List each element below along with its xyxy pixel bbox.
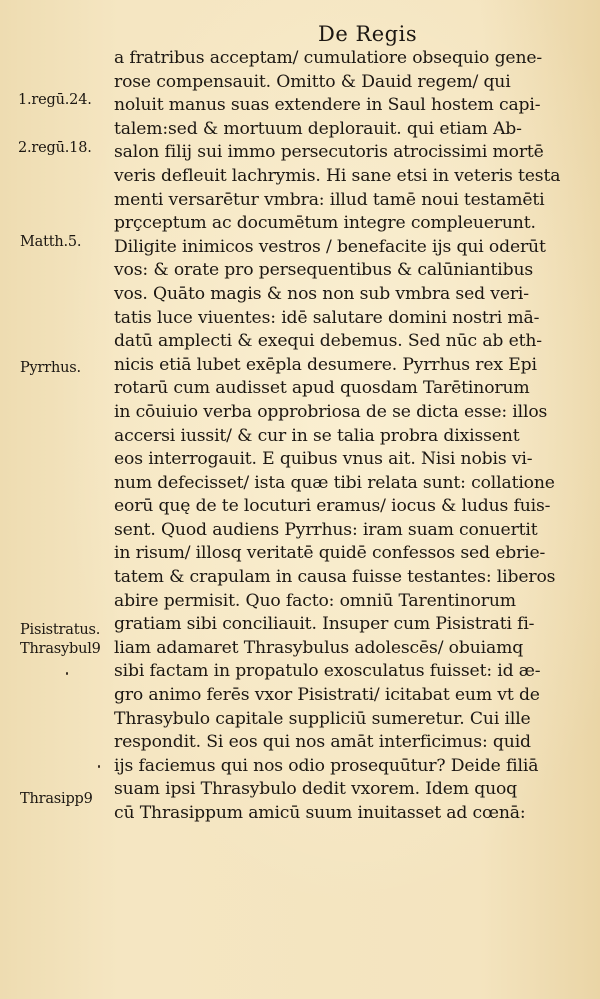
- text-line: datū amplecti & exequi debemus. Sed nūc ab eth-: [114, 331, 542, 352]
- running-head: De Regis: [318, 22, 418, 46]
- text-line: salon filij sui immo persecutoris atrocissimi mortē: [114, 142, 544, 163]
- text-line: ijs faciemus qui nos odio prosequūtur? Deide filiā: [114, 755, 539, 776]
- text-line: num defecisset/ ista quæ tibi relata sunt: collatione: [114, 472, 555, 493]
- text-line: tatem & crapulam in causa fuisse testantes: liberos: [114, 567, 556, 588]
- text-line: eorū quę de te locuturi eramus/ iocus & ludus fuis-: [114, 496, 551, 517]
- margin-note-pyrrhus: Pyrrhus.: [20, 360, 81, 376]
- text-line: in cōuiuio verba opprobriosa de se dicta esse: illos: [114, 401, 548, 422]
- text-line: cū Thrasippum amicū suum inuitasset ad cœnā:: [114, 803, 526, 823]
- ink-speck: [98, 765, 100, 768]
- text-line: sent. Quod audiens Pyrrhus: iram suam conuertit: [114, 519, 538, 540]
- text-line: Diligite inimicos vestros / benefacite ijs qui oderūt: [114, 236, 546, 257]
- text-line: in risum/ illosq veritatē quidē confessos sed ebrie-: [114, 543, 546, 564]
- text-line: nicis etiā lubet exēpla desumere. Pyrrhus rex Epi: [114, 354, 537, 375]
- text-line: eos interrogauit. E quibus vnus ait. Nisi nobis vi-: [114, 449, 533, 470]
- text-line: gratiam sibi conciliauit. Insuper cum Pisistrati fi-: [114, 614, 535, 635]
- margin-note-2-regum-18: 2.regū.18.: [18, 140, 92, 156]
- text-line: gro animo ferēs vxor Pisistrati/ icitabat eum vt de: [114, 685, 540, 706]
- text-line: vos: & orate pro persequentibus & calūniantibus: [114, 260, 534, 281]
- text-line: rose compensauit. Omitto & Dauid regem/ qui: [114, 71, 511, 92]
- text-line: respondit. Si eos qui nos amāt interficimus: quid: [114, 732, 531, 753]
- ink-speck: [66, 672, 68, 675]
- text-line: suam ipsi Thrasybulo dedit vxorem. Idem quoq: [114, 779, 518, 800]
- text-line: talem:sed & mortuum deplorauit. qui etiam Ab-: [114, 118, 522, 139]
- text-line: Thrasybulo capitale suppliciū sumeretur. Cui ille: [114, 708, 531, 729]
- text-line: prçceptum ac documētum integre compleuerunt.: [114, 213, 536, 234]
- margin-note-thrasybulus: Thrasybul9: [20, 641, 101, 657]
- text-line: a fratribus acceptam/ cumulatiore obsequio gene-: [114, 48, 543, 68]
- margin-note-1-regum-24: 1.regū.24.: [18, 92, 92, 108]
- margin-note-matthew-5: Matth.5.: [20, 234, 82, 250]
- margin-note-pisistratus: Pisistratus.: [20, 622, 101, 638]
- main-text-column: [114, 47, 574, 826]
- text-line: tatis luce viuentes: idē salutare domini nostri mā-: [114, 307, 540, 328]
- text-line: vos. Quāto magis & nos non sub vmbra sed veri-: [114, 283, 529, 304]
- text-line: liam adamaret Thrasybulus adolescēs/ obuiamq: [114, 637, 524, 658]
- text-line: accersi iussit/ & cur in se talia probra dixissent: [114, 425, 520, 446]
- text-line: abire permisit. Quo facto: omniū Tarentinorum: [114, 590, 516, 611]
- margin-note-thrasippus: Thrasipp9: [20, 791, 93, 807]
- text-line: rotarū cum audisset apud quosdam Tarētinorum: [114, 378, 530, 399]
- text-line: veris defleuit lachrymis. Hi sane etsi in veteris testa: [114, 165, 561, 186]
- text-line: noluit manus suas extendere in Saul hostem capi-: [114, 95, 541, 116]
- text-line: sibi factam in propatulo exosculatus fuisset: id æ-: [114, 661, 541, 682]
- text-line: menti versarētur vmbra: illud tamē noui testamēti: [114, 189, 545, 210]
